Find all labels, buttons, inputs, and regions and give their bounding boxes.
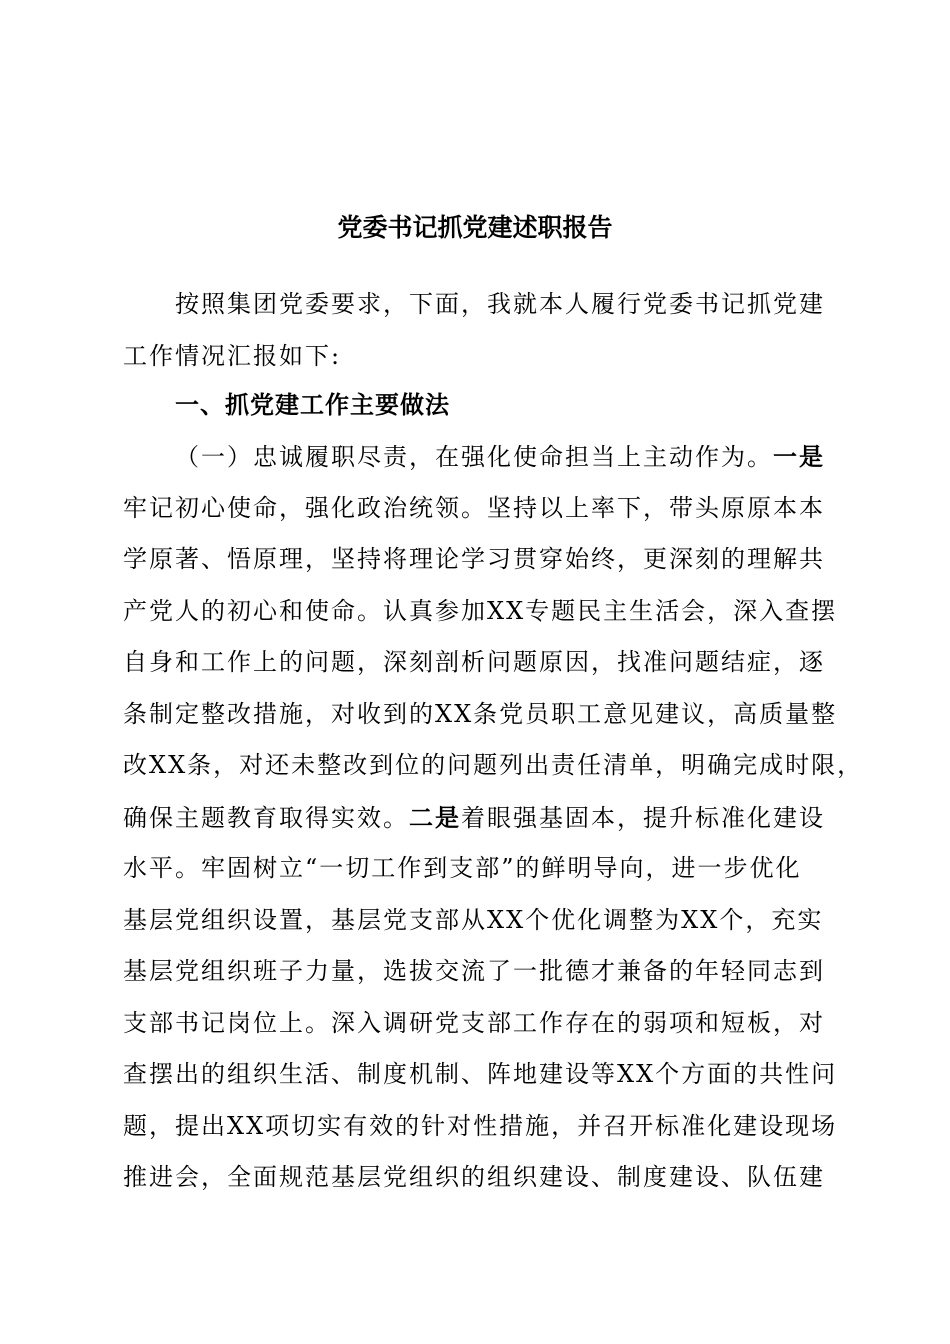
paragraph-line: 支部书记岗位上。深入调研党支部工作存在的弱项和短板，对 bbox=[123, 1008, 825, 1037]
paragraph-line: 查摆出的组织生活、制度机制、阵地建设等XX个方面的共性问 bbox=[123, 1060, 838, 1088]
emphasis-yishi: 一是 bbox=[773, 442, 825, 471]
subsection-heading-text: （一）忠诚履职尽责，在强化使命担当上主动作为。 bbox=[175, 443, 773, 471]
paragraph-line: 基层党组织班子力量，选拔交流了一批德才兼备的年轻同志到 bbox=[123, 957, 825, 985]
intro-paragraph bbox=[123, 279, 831, 382]
line-text: 着眼强基固本，提升标准化建设 bbox=[461, 803, 825, 832]
paragraph-line: 学原著、悟原理，坚持将理论学习贯穿始终，更深刻的理解共 bbox=[123, 545, 825, 573]
paragraph-line: 水平。牢固树立“一切工作到支部”的鲜明导向，进一步优化 bbox=[123, 854, 802, 882]
body-paragraph-1 bbox=[123, 431, 864, 1204]
document-title: 党委书记抓党建述职报告 bbox=[337, 213, 613, 242]
paragraph-line: 基层党组织设置，基层党支部从XX个优化调整为XX个，充实 bbox=[123, 905, 824, 934]
intro-line-1: 按照集团党委要求，下面，我就本人履行党委书记抓党建 bbox=[175, 290, 825, 318]
paragraph-line: 推进会，全面规范基层党组织的组织建设、制度建设、队伍建 bbox=[123, 1163, 825, 1191]
paragraph-line bbox=[123, 431, 831, 483]
paragraph-line: 条制定整改措施，对收到的XX条党员职工意见建议，高质量整 bbox=[123, 699, 838, 728]
paragraph-line: 改XX条，对还未整改到位的问题列出责任清单，明确完成时限， bbox=[123, 751, 864, 779]
paragraph-line: 产党人的初心和使命。认真参加XX专题民主生活会，深入查摆 bbox=[123, 596, 838, 625]
emphasis-ershi: 二是 bbox=[409, 802, 461, 832]
section-heading-1 bbox=[123, 380, 831, 432]
intro-line-2: 工作情况汇报如下: bbox=[123, 341, 342, 370]
paragraph-line bbox=[123, 792, 831, 844]
paragraph-line: 牢记初心使命，强化政治统领。坚持以上率下，带头原原本本 bbox=[123, 493, 825, 522]
paragraph-line: 题，提出XX项切实有效的针对性措施，并召开标准化建设现场 bbox=[123, 1111, 838, 1140]
paragraph-line: 自身和工作上的问题，深刻剖析问题原因，找准问题结症，逐 bbox=[123, 648, 825, 676]
line-text: 确保主题教育取得实效。 bbox=[123, 803, 409, 832]
section-heading-text: 一、抓党建工作主要做法 bbox=[175, 391, 450, 419]
